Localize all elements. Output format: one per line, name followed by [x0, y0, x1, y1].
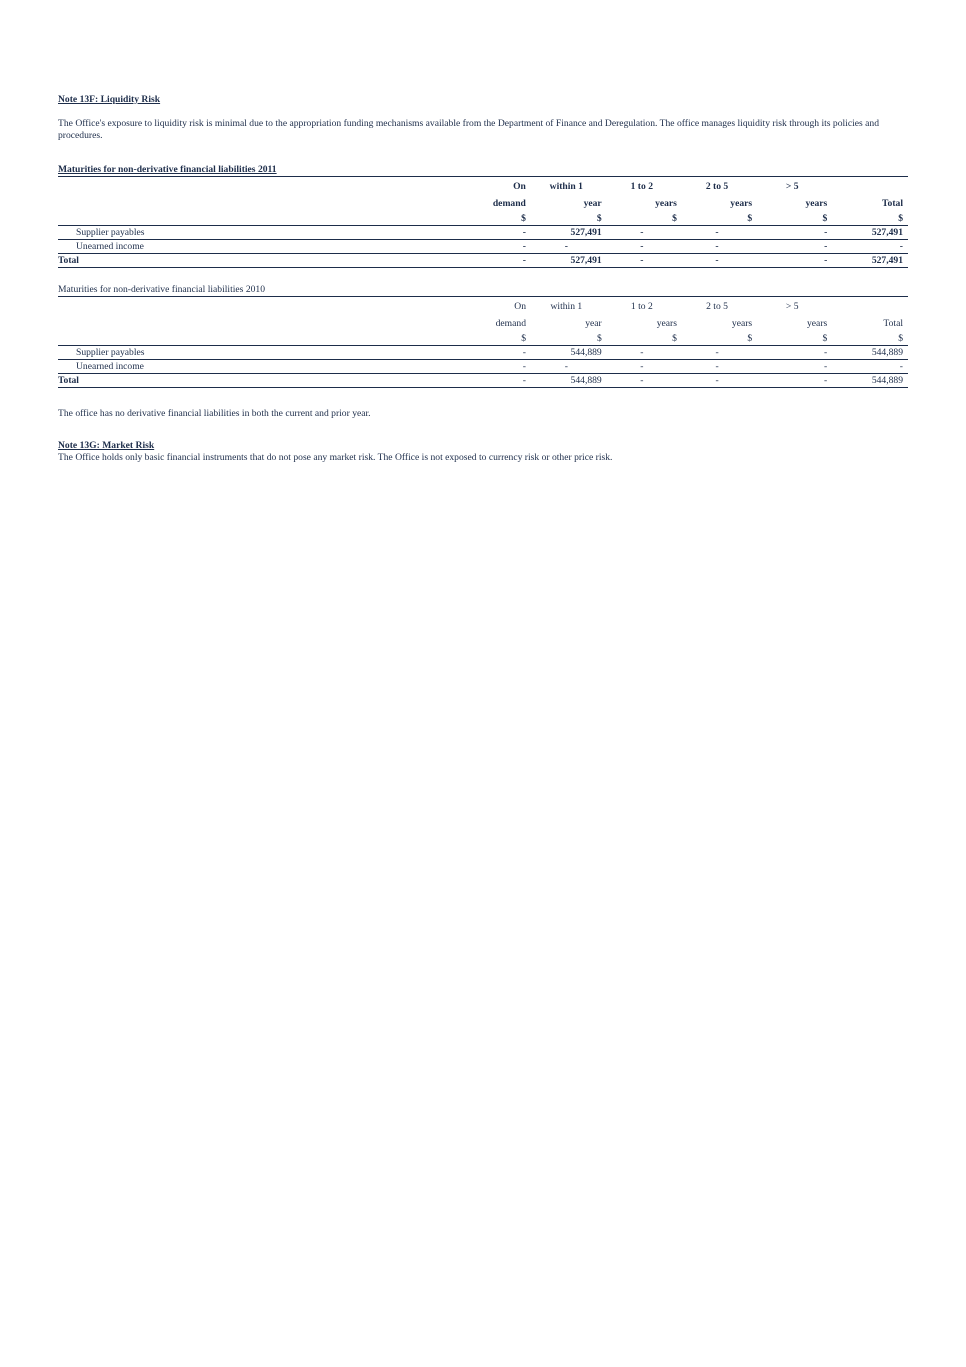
derivative-note: The office has no derivative financial liabilities in both the current and prior year.	[58, 408, 371, 419]
table-row: Unearned income - - - - - -	[58, 360, 908, 374]
document-page	[58, 94, 908, 464]
table-2010-caption: Maturities for non-derivative financial liabilities 2010	[58, 284, 266, 295]
note-13f-paragraph: The Office's exposure to liquidity risk is minimal due to the appropriation funding mechanisms available from the Department of Finance and Deregulation. The office manages liquidity risk through its policies and procedures.	[58, 118, 879, 141]
maturities-table-2011	[58, 176, 908, 268]
table-header-row: On within 1 1 to 2 2 to 5 > 5	[58, 177, 908, 194]
table-header-row: On within 1 1 to 2 2 to 5 > 5	[58, 297, 908, 314]
table-header-row: demand year years years years Total	[495, 318, 903, 329]
table-header-row: $ $ $ $ $ $	[521, 213, 903, 224]
note-13f-heading: Note 13F: Liquidity Risk	[58, 94, 161, 105]
table-row: Supplier payables - 527,491 - - - 527,491	[58, 226, 908, 240]
table-2011-caption: Maturities for non-derivative financial liabilities 2011	[58, 164, 277, 175]
maturities-table-2010	[58, 296, 908, 388]
table-row: Supplier payables - 544,889 - - - 544,889	[58, 346, 908, 360]
note-13g-heading: Note 13G: Market Risk	[58, 440, 155, 451]
table-total-row: Total - 544,889 - - - 544,889	[58, 374, 908, 388]
table-total-row: Total - 527,491 - - - 527,491	[58, 254, 908, 268]
table-header-row: $ $ $ $ $ $	[521, 333, 903, 344]
table-header-row: demand year years years years Total	[492, 198, 903, 209]
table-row: Unearned income - - - - - -	[58, 240, 908, 254]
note-13g-paragraph: The Office holds only basic financial instruments that do not pose any market risk. The Office is not exposed to currency risk or other price risk.	[58, 452, 613, 463]
